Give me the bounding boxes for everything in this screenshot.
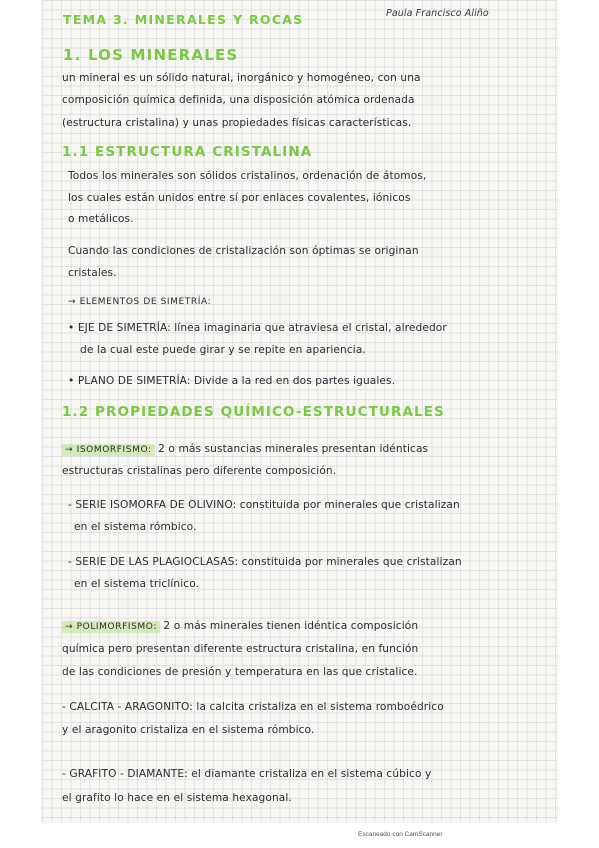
- text-line: composición química definida, una disposición atómica ordenada: [62, 94, 415, 106]
- text-line: • EJE DE SIMETRÍA: línea imaginaria que atraviesa el cristal, alrededor: [68, 322, 447, 334]
- text-line: 2 o más sustancias minerales presentan idénticas: [158, 443, 429, 455]
- text-line: o metálicos.: [68, 213, 134, 225]
- isomorfismo-term: → ISOMORFISMO:: [62, 444, 155, 456]
- text-line: los cuales están unidos entre sí por enlaces covalentes, iónicos: [68, 192, 411, 204]
- section-heading-minerales: 1. LOS MINERALES: [63, 46, 239, 64]
- author-name: Paula Francisco Aliño: [386, 8, 489, 19]
- text-line: - CALCITA - ARAGONITO: la calcita cristaliza en el sistema romboédrico: [62, 701, 444, 713]
- text-line: de las condiciones de presión y temperatura en las que cristalice.: [62, 666, 418, 678]
- text-line: un mineral es un sólido natural, inorgánico y homogéneo, con una: [62, 72, 421, 84]
- text-line: - SERIE DE LAS PLAGIOCLASAS: constituida por minerales que cristalizan: [68, 556, 462, 568]
- polimorfismo-term: → POLIMORFISMO:: [62, 621, 160, 633]
- text-line: cristales.: [68, 267, 117, 279]
- text-line: Cuando las condiciones de cristalización son óptimas se originan: [68, 245, 419, 257]
- text-line: (estructura cristalina) y unas propiedades físicas características.: [62, 117, 412, 129]
- text-line: en el sistema triclínico.: [74, 578, 200, 590]
- text-line: 2 o más minerales tienen idéntica composición: [163, 620, 419, 632]
- page-title: TEMA 3. MINERALES Y ROCAS: [63, 12, 304, 27]
- text-line: • PLANO DE SIMETRÍA: Divide a la red en dos partes iguales.: [68, 375, 396, 387]
- text-line: en el sistema rómbico.: [74, 521, 197, 533]
- section-heading-estructura: 1.1 ESTRUCTURA CRISTALINA: [62, 144, 313, 160]
- text-line: de la cual este puede girar y se repite en apariencia.: [80, 344, 366, 356]
- text-line: Todos los minerales son sólidos cristalinos, ordenación de átomos,: [68, 170, 427, 182]
- scanner-watermark: Escaneado con CamScanner: [358, 831, 443, 838]
- text-line: y el aragonito cristaliza en el sistema rómbico.: [62, 724, 315, 736]
- isomorfismo-line: [62, 443, 428, 455]
- text-line: química pero presentan diferente estructura cristalina, en función: [62, 643, 419, 655]
- text-line: - GRAFITO - DIAMANTE: el diamante cristaliza en el sistema cúbico y: [62, 768, 432, 780]
- symmetry-title: → ELEMENTOS DE SIMETRÍA:: [68, 297, 212, 307]
- section-heading-propiedades: 1.2 PROPIEDADES QUÍMICO-ESTRUCTURALES: [62, 404, 445, 420]
- text-line: - SERIE ISOMORFA DE OLIVINO: constituida por minerales que cristalizan: [68, 499, 460, 511]
- polimorfismo-line: [62, 620, 418, 632]
- text-line: el grafito lo hace en el sistema hexagonal.: [62, 792, 292, 804]
- text-line: estructuras cristalinas pero diferente composición.: [62, 465, 337, 477]
